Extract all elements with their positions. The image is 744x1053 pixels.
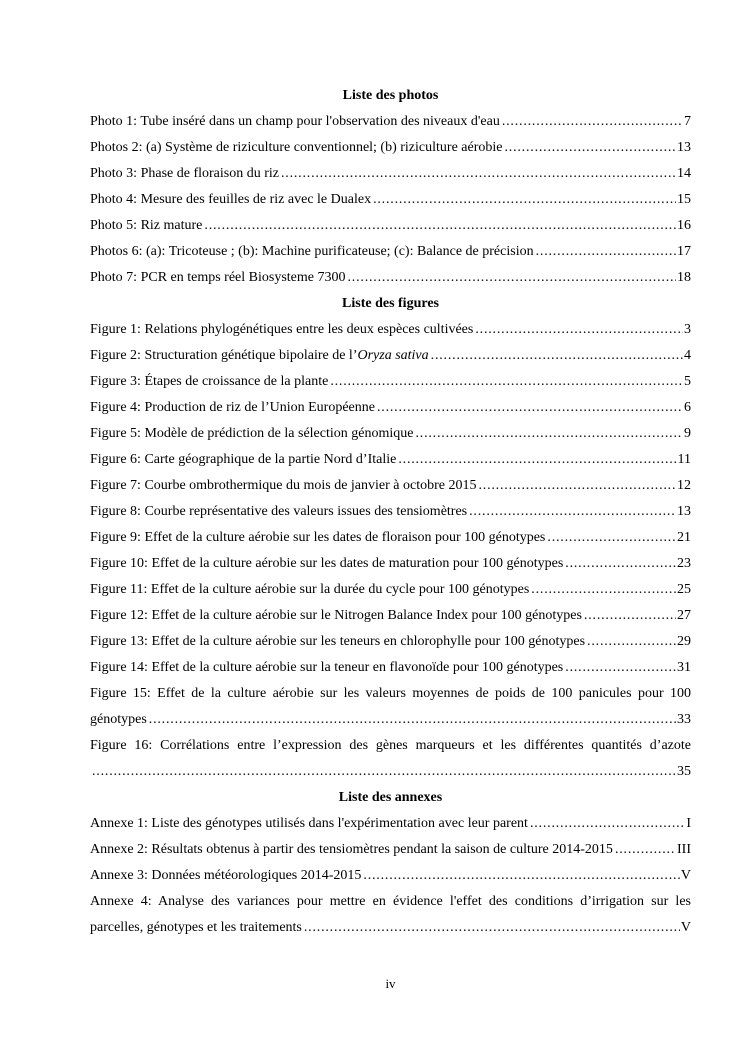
dot-leader — [563, 655, 676, 681]
entry-text-line-1: Figure 16: Corrélations entre l’expression des gènes marqueurs et les différentes quantités d’azote — [90, 738, 691, 753]
entry-label-text: Figure 2: Structuration génétique bipolaire de l’ — [90, 348, 358, 363]
dot-leader — [613, 837, 676, 863]
dot-leader — [147, 707, 676, 733]
dot-leader — [346, 265, 677, 291]
entry-text-line-1: Figure 15: Effet de la culture aérobie sur les valeurs moyennes de poids de 100 panicules pour 100 — [90, 686, 691, 701]
dot-leader — [396, 447, 676, 473]
entry-page-number: 11 — [677, 452, 691, 467]
entry-text-line-2 — [90, 759, 691, 785]
entry-label: Photo 5: Riz mature — [90, 218, 203, 233]
entry-label: Figure 7: Courbe ombrothermique du mois de janvier à octobre 2015 — [90, 478, 477, 493]
toc-entry — [90, 603, 691, 629]
toc-entry — [90, 369, 691, 395]
table-of-contents — [90, 83, 691, 941]
entry-label: Annexe 2: Résultats obtenus à partir des tensiomètres pendant la saison de culture 2014-2015 — [90, 842, 613, 857]
entry-page-number: I — [686, 816, 691, 831]
entry-page-number: 13 — [677, 140, 691, 155]
entry-label: Photo 4: Mesure des feuilles de riz avec le Dualex — [90, 192, 372, 207]
entry-label: Annexe 1: Liste des génotypes utilisés dans l'expérimentation avec leur parent — [90, 816, 528, 831]
dot-leader — [413, 421, 683, 447]
entry-page-number: 7 — [684, 114, 691, 129]
entry-label: Photos 6: (a): Tricoteuse ; (b): Machine purificateuse; (c): Balance de précision — [90, 244, 534, 259]
dot-leader — [279, 161, 676, 187]
dot-leader — [529, 577, 676, 603]
entry-label: Figure 3: Étapes de croissance de la plante — [90, 374, 329, 389]
dot-leader — [502, 135, 676, 161]
dot-leader — [585, 629, 676, 655]
entry-page-number: 5 — [684, 374, 691, 389]
entry-page-number: 18 — [677, 270, 691, 285]
toc-entry — [90, 577, 691, 603]
entry-text-line-1: Annexe 4: Analyse des variances pour mettre en évidence l'effet des conditions d’irrigation sur les — [90, 894, 691, 909]
entry-page-number: III — [677, 842, 691, 857]
entry-page-number: 15 — [677, 192, 691, 207]
dot-leader — [467, 499, 676, 525]
footer-page-number: iv — [385, 976, 396, 991]
entry-page-number: 16 — [677, 218, 691, 233]
dot-leader — [582, 603, 676, 629]
toc-entry — [90, 681, 691, 733]
entry-label — [90, 343, 429, 369]
entry-page-number: 21 — [677, 530, 691, 545]
toc-entry — [90, 109, 691, 135]
entry-label: Figure 14: Effet de la culture aérobie sur la teneur en flavonoïde pour 100 génotypes — [90, 660, 564, 675]
toc-entry — [90, 863, 691, 889]
entry-page-number: 25 — [677, 582, 691, 597]
toc-entry — [90, 343, 691, 369]
entry-page-number: 3 — [684, 322, 691, 337]
toc-entry — [90, 551, 691, 577]
section-title-figures: Liste des figures — [342, 296, 439, 311]
section-title-annexes: Liste des annexes — [338, 790, 443, 805]
entry-label: Figure 11: Effet de la culture aérobie sur la durée du cycle pour 100 génotypes — [90, 582, 530, 597]
toc-entry — [90, 629, 691, 655]
toc-entry — [90, 811, 691, 837]
dot-leader — [545, 525, 676, 551]
entry-label: parcelles, génotypes et les traitements — [90, 920, 302, 935]
toc-entry — [90, 161, 691, 187]
toc-entry — [90, 447, 691, 473]
toc-entry — [90, 135, 691, 161]
toc-entry — [90, 265, 691, 291]
toc-entry — [90, 473, 691, 499]
entry-label: Figure 12: Effet de la culture aérobie sur le Nitrogen Balance Index pour 100 génotypes — [90, 608, 582, 623]
toc-entry — [90, 655, 691, 681]
entry-page-number: 35 — [677, 764, 691, 779]
dot-leader — [473, 317, 683, 343]
entry-text-line-2 — [90, 707, 691, 733]
dot-leader — [375, 395, 683, 421]
toc-entry — [90, 395, 691, 421]
entry-page-number: 29 — [677, 634, 691, 649]
entry-page-number: 33 — [677, 712, 691, 727]
entry-label: génotypes — [90, 712, 147, 727]
toc-entry — [90, 239, 691, 265]
entry-label: Photos 2: (a) Système de riziculture conventionnel; (b) riziculture aérobie — [90, 140, 503, 155]
toc-entry — [90, 889, 691, 941]
entry-label: Figure 9: Effet de la culture aérobie sur les dates de floraison pour 100 génotypes — [90, 530, 546, 545]
entry-text-line-2 — [90, 915, 691, 941]
dot-leader — [90, 759, 676, 785]
entry-label: Photo 1: Tube inséré dans un champ pour l'observation des niveaux d'eau — [90, 114, 500, 129]
entry-label: Figure 5: Modèle de prédiction de la sélection génomique — [90, 426, 414, 441]
entry-page-number: 27 — [677, 608, 691, 623]
entry-page-number: 14 — [677, 166, 691, 181]
dot-leader — [429, 343, 683, 369]
entry-label: Figure 1: Relations phylogénétiques entre les deux espèces cultivées — [90, 322, 474, 337]
dot-leader — [563, 551, 676, 577]
dot-leader — [328, 369, 683, 395]
dot-leader — [361, 863, 679, 889]
entry-page-number: V — [680, 920, 691, 935]
dot-leader — [528, 811, 685, 837]
entry-page-number: 9 — [684, 426, 691, 441]
section-title-photos: Liste des photos — [342, 88, 439, 103]
toc-entry — [90, 525, 691, 551]
entry-label: Figure 4: Production de riz de l’Union Européenne — [90, 400, 375, 415]
toc-entry — [90, 421, 691, 447]
entry-page-number: V — [680, 868, 691, 883]
toc-entry — [90, 499, 691, 525]
entry-page-number: 31 — [677, 660, 691, 675]
dot-leader — [534, 239, 676, 265]
dot-leader — [202, 213, 676, 239]
dot-leader — [371, 187, 676, 213]
dot-leader — [500, 109, 683, 135]
toc-entry — [90, 733, 691, 785]
entry-page-number: 23 — [677, 556, 691, 571]
entry-page-number: 17 — [677, 244, 691, 259]
entry-label: Photo 7: PCR en temps réel Biosysteme 7300 — [90, 270, 346, 285]
toc-entry — [90, 213, 691, 239]
entry-label: Annexe 3: Données météorologiques 2014-2015 — [90, 868, 362, 883]
species-name-italic: Oryza sativa — [357, 348, 429, 363]
toc-entry — [90, 837, 691, 863]
entry-label: Figure 8: Courbe représentative des valeurs issues des tensiomètres — [90, 504, 468, 519]
entry-label: Figure 13: Effet de la culture aérobie sur les teneurs en chlorophylle pour 100 génotypes — [90, 634, 586, 649]
toc-entry — [90, 317, 691, 343]
entry-label: Figure 10: Effet de la culture aérobie sur les dates de maturation pour 100 génotypes — [90, 556, 564, 571]
entry-page-number: 12 — [677, 478, 691, 493]
entry-page-number: 6 — [684, 400, 691, 415]
entry-label: Figure 6: Carte géographique de la partie Nord d’Italie — [90, 452, 397, 467]
toc-entry — [90, 187, 691, 213]
dot-leader — [302, 915, 680, 941]
entry-page-number: 4 — [684, 348, 691, 363]
entry-label: Photo 3: Phase de floraison du riz — [90, 166, 279, 181]
dot-leader — [476, 473, 676, 499]
entry-page-number: 13 — [677, 504, 691, 519]
